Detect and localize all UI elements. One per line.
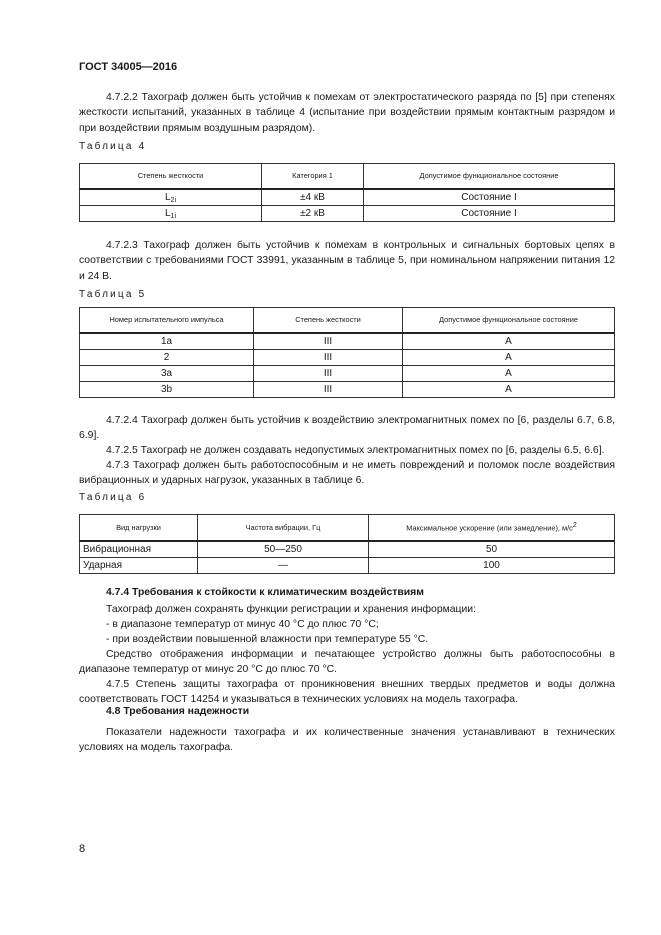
paragraph-4-7-3: 4.7.3 Тахограф должен быть работоспособным и не иметь повреждений и поломок после воздействия вибрационных и ударных нагрузок, указанных в таблице 6. xyxy=(79,460,615,487)
table-row xyxy=(80,189,615,206)
table-6 xyxy=(79,514,615,574)
table5-cell: A xyxy=(403,333,615,350)
table4-cell: Состояние I xyxy=(364,205,615,221)
table5-cell: A xyxy=(403,365,615,381)
paragraph-4-7-2-4: 4.7.2.4 Тахограф должен быть устойчив к воздействию электромагнитных помех по [6, разделы 6.7, 6.8, 6.9]. xyxy=(79,415,615,442)
page-number: 8 xyxy=(79,843,86,855)
table-row xyxy=(80,365,615,381)
table5-caption: Таблица 5 xyxy=(79,289,147,300)
paragraph-4-7-5: 4.7.5 Степень защиты тахографа от проникновения внешних твердых предметов и воды должна соответствовать ГОСТ 14254 и указываться в технических условиях на модель тахографа. xyxy=(79,679,615,706)
table6-cell: 50—250 xyxy=(198,541,369,558)
table5-cell: A xyxy=(403,349,615,365)
table5-cell: A xyxy=(403,381,615,397)
table5-cell: III xyxy=(254,349,403,365)
table4-cell: $L_{1i}$ xyxy=(80,205,262,221)
table5-cell: III xyxy=(254,333,403,350)
paragraph-4-7-2-3: 4.7.2.3 Тахограф должен быть устойчив к помехам в контрольных и сигнальных бортовых цепях в соответствии с требованиями ГОСТ 33991, указанным в таблице 5, при номинальном напряжении питания 12 и 24 В. xyxy=(79,240,615,282)
table-4 xyxy=(79,163,615,222)
table4-header-severity: Степень жесткости xyxy=(80,164,262,189)
table4-cell: $L_{2i}$ xyxy=(80,189,262,206)
table6-cell: 50 xyxy=(369,541,615,558)
table-row xyxy=(80,557,615,573)
paragraph-humidity: - при воздействии повышенной влажности при температуре 55 °С. xyxy=(106,634,429,645)
table6-caption: Таблица 6 xyxy=(79,492,147,503)
table4-header-category: Категория 1 xyxy=(262,164,364,189)
heading-4-7-4: 4.7.4 Требования к стойкости к климатическим воздействиям xyxy=(106,587,424,598)
table-row xyxy=(80,349,615,365)
table6-header-frequency: Частота вибрации, Гц xyxy=(198,515,369,541)
table4-cell: ±4 кВ xyxy=(262,189,364,206)
table5-header-impulse: Номер испытательного импульса xyxy=(80,308,254,333)
table5-cell: 3a xyxy=(80,365,254,381)
heading-4-8: 4.8 Требования надежности xyxy=(106,706,250,717)
paragraph-4-7-2-5: 4.7.2.5 Тахограф не должен создавать недопустимых электромагнитных помех по [6, разделы 6.5, 6.6]. xyxy=(106,445,605,456)
table5-cell: III xyxy=(254,381,403,397)
table6-header-load: Вид нагрузки xyxy=(80,515,198,541)
table4-header-state: Допустимое функциональное состояние xyxy=(364,164,615,189)
table5-cell: 3b xyxy=(80,381,254,397)
table4-cell: ±2 кВ xyxy=(262,205,364,221)
table6-cell: — xyxy=(198,557,369,573)
table5-header-severity: Степень жесткости xyxy=(254,308,403,333)
paragraph-temp-range: - в диапазоне температур от минус 40 °С до плюс 70 °С; xyxy=(106,619,379,630)
table6-header-acceleration: Максимальное ускорение (или замедление), $м/с^2$ xyxy=(369,515,615,541)
table5-cell: 2 xyxy=(80,349,254,365)
table4-caption: Таблица 4 xyxy=(79,141,147,152)
table5-header-state: Допустимое функциональное состояние xyxy=(403,308,615,333)
paragraph-4-7-2-2: 4.7.2.2 Тахограф должен быть устойчив к помехам от электростатического разряда по [5] при степенях жесткости испытаний, указанных в таблице 4 (испытание при воздействии прямым контактным разрядом и при воздействии прямым воздушным разрядом). xyxy=(79,92,615,134)
table-row xyxy=(80,381,615,397)
table-row xyxy=(80,333,615,350)
paragraph-reliability: Показатели надежности тахографа и их количественные значения устанавливают в технических условиях на модель тахографа. xyxy=(79,727,615,754)
table4-cell: Состояние I xyxy=(364,189,615,206)
table5-cell: 1a xyxy=(80,333,254,350)
document-header: ГОСТ 34005—2016 xyxy=(79,61,178,73)
table-5 xyxy=(79,307,615,398)
table-row xyxy=(80,541,615,558)
table6-cell: 100 xyxy=(369,557,615,573)
table6-cell: Ударная xyxy=(80,557,198,573)
paragraph-display-temp: Средство отображения информации и печатающее устройство должны быть работоспособны в диапазоне температур от минус 20 °С до плюс 70 °С. xyxy=(79,649,615,676)
paragraph-climatic-intro: Тахограф должен сохранять функции регистрации и хранения информации: xyxy=(106,604,476,615)
table5-cell: III xyxy=(254,365,403,381)
table-row xyxy=(80,205,615,221)
table6-cell: Вибрационная xyxy=(80,541,198,558)
